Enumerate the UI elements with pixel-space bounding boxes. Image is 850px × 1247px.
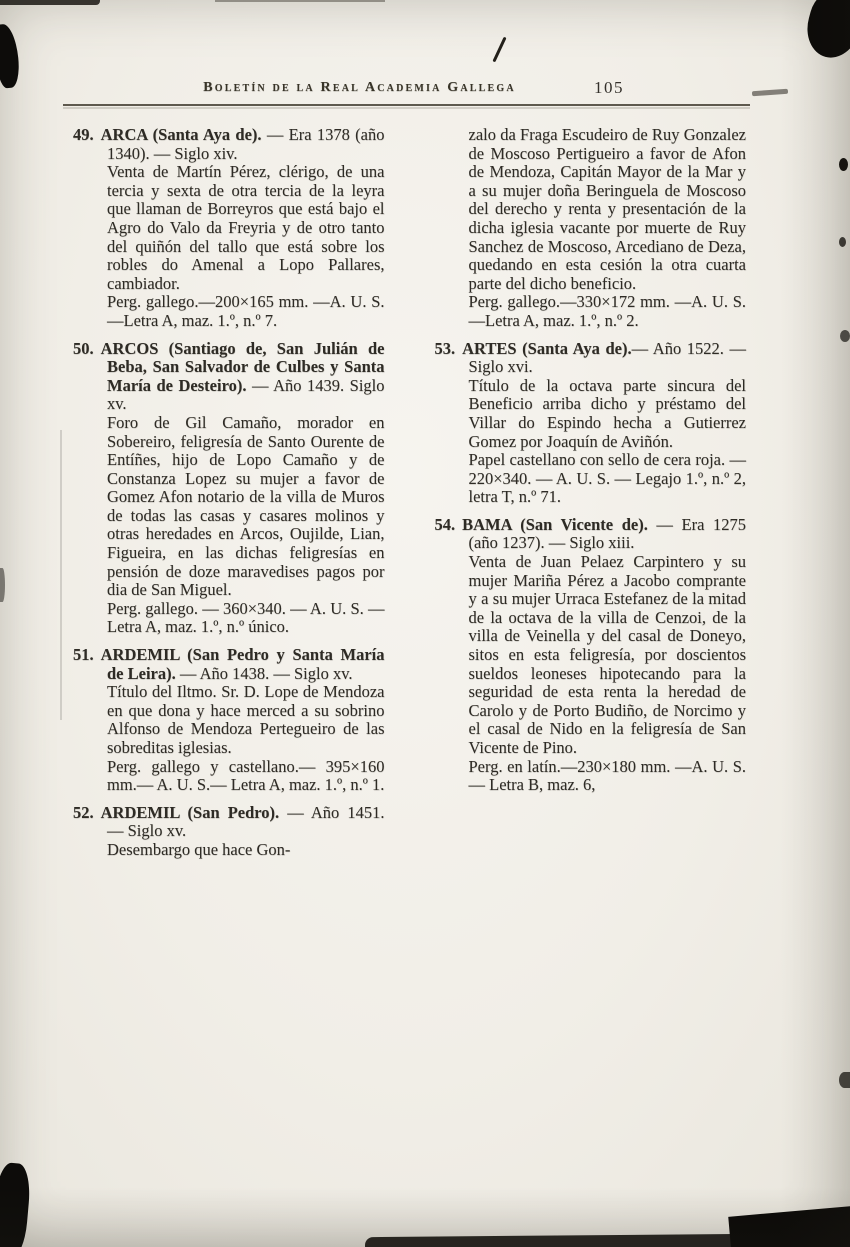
entry-body: Foro de Gil Camaño, morador en Sobereiro, feligresía de Santo Ourente de Entíñes, hijo de Lopo Camaño y de Constanza Lopez su mujer a favor de Gomez Afon notario de la villa de Muros de todas las casas y casares molinos y otras heredades en Arcos, Oujilde, Lian, Figueira, en las dichas feligresías en pensión de doze maravedises pagos por dia de San Miguel. (107, 412, 385, 600)
entry-heading (434, 514, 747, 553)
entry-49 (73, 126, 385, 331)
entry-body: Venta de Juan Pelaez Carpintero y su mujer Mariña Pérez a Jacobo comprante y a su mujer Urraca Estefanez de la mitad de la octava de la villa de Cenzoi, de la villa de Veinella y del casal de Doneyo, sitos en esta feligresía, por doscientos sueldos leoneses hipotecando para la seguridad de esta renta la heredad de Carolo y de Porto Budiño, de Norcimo y el casal de Nido en la feligresía de San Vicente de Pino. (468, 552, 746, 757)
entry-number: 53. (434, 338, 456, 358)
entry-title: BAMA (San Vicente de). (462, 514, 648, 534)
entry-body-continuation: zalo da Fraga Escudeiro de Ruy Gonzalez de Moscoso Pertigueiro a favor de Afon de Mendoza, Capitán Mayor de la Mar y a su mujer doña Beringuela de Moscoso del derecho y renta y presentación de la dicha iglesia vacante por muerte de Ruy Sanchez de Moscoso, Arcediano de Deza, quedando en esta cesión la otra cuarta parte del dicho beneficio. (468, 125, 746, 293)
entry-date: — Era 1275 (año 1237). — Siglo xiii. (468, 514, 746, 553)
entry-number: 49. (73, 125, 94, 144)
scan-artifact (0, 23, 21, 89)
entry-number: 51. (73, 645, 94, 665)
entry-reference: Papel castellano con sello de cera roja. — 220×340. — A. U. S. — Legajo 1.º, n.º 2, letra T, n.º 71. (468, 450, 746, 507)
entry-body: Desembargo que hace Gon- (107, 839, 291, 859)
entry-53 (435, 340, 747, 507)
entry-title: ARCA (Santa Aya de). (100, 125, 262, 144)
entry-number: 54. (434, 514, 456, 534)
page-number: 105 (594, 78, 624, 97)
entry-reference: Perg. gallego y castellano.— 395×160 mm.— A. U. S.— Letra A, maz. 1.º, n.º 1. (107, 756, 385, 795)
entry-date: — Año 1522. — Siglo xvi. (468, 338, 746, 377)
entry-number: 50. (73, 338, 94, 358)
entry-body: Venta de Martín Pérez, clérigo, de una tercia y sexta de otra tercia de la leyra que llaman de Borreyros que está bajo el Agro do Valo da Freyria y de otro tanto del quiñón del tallo que está sobre los robles do Amenal a Lopo Pallares, cambiador. (107, 162, 385, 293)
entry-reference: Perg. gallego. — 360×340. — A. U. S. — Letra A, maz. 1.º, n.º único. (107, 598, 385, 637)
scan-shading (0, 1187, 850, 1247)
entry-heading (73, 125, 385, 163)
scan-artifact (492, 37, 506, 63)
entry-title: ARDEMIL (San Pedro). (100, 802, 280, 822)
entry-date: — Era 1378 (año 1340). — Siglo xiv. (107, 125, 385, 163)
entry-title: ARDEMIL (San Pedro y Santa María de Leira). (100, 645, 385, 683)
left-column (73, 126, 385, 860)
entry-54 (435, 516, 747, 795)
entry-body: Título de la octava parte sincura del Beneficio arriba dicho y préstamo del Villar do Espindo hecha a Gutierrez Gomez por Joaquín de Aviñón. (468, 375, 746, 451)
scan-shading (780, 0, 850, 1247)
entry-date: — Año 1451. — Siglo xv. (107, 802, 385, 841)
scan-artifact (0, 0, 100, 5)
entry-body: Título del Iltmo. Sr. D. Lope de Mendoza en que dona y hace merced a su sobrino Alfonso de Mendoza Pertegueiro de las sobreditas iglesias. (107, 682, 385, 757)
entry-title: ARCOS (Santiago de, San Julián de Beba, San Salvador de Culbes y Santa María de Desteiro). (100, 338, 385, 395)
scan-artifact (0, 568, 5, 602)
header-rule (63, 104, 750, 106)
entry-52-continuation (435, 126, 747, 331)
entry-number: 52. (73, 802, 94, 822)
entry-heading (73, 338, 385, 414)
entry-51 (73, 646, 385, 795)
entry-heading (434, 338, 747, 377)
entry-50 (73, 340, 385, 638)
entry-reference: Perg. gallego.—200×165 mm. —A. U. S.—Letra A, maz. 1.º, n.º 7. (107, 292, 385, 330)
entry-52 (73, 804, 385, 860)
scan-artifact (215, 0, 385, 2)
entry-reference: Perg. gallego.—330×172 mm. —A. U. S.—Letra A, maz. 1.º, n.º 2. (468, 292, 746, 330)
journal-title: Boletín de la Real Academia Gallega (203, 80, 516, 95)
page-header (70, 80, 745, 102)
right-column (435, 126, 747, 860)
entry-heading (73, 645, 385, 683)
entry-date: — Año 1438. — Siglo xv. (175, 663, 353, 683)
entry-date: — Año 1439. Siglo xv. (107, 375, 385, 414)
entry-reference: Perg. en latín.—230×180 mm. —A. U. S. — Letra B, maz. 6, (468, 756, 746, 795)
entry-heading (73, 802, 385, 841)
text-columns (73, 126, 746, 860)
entry-title: ARTES (Santa Aya de). (462, 338, 632, 358)
scan-artifact (60, 430, 62, 720)
